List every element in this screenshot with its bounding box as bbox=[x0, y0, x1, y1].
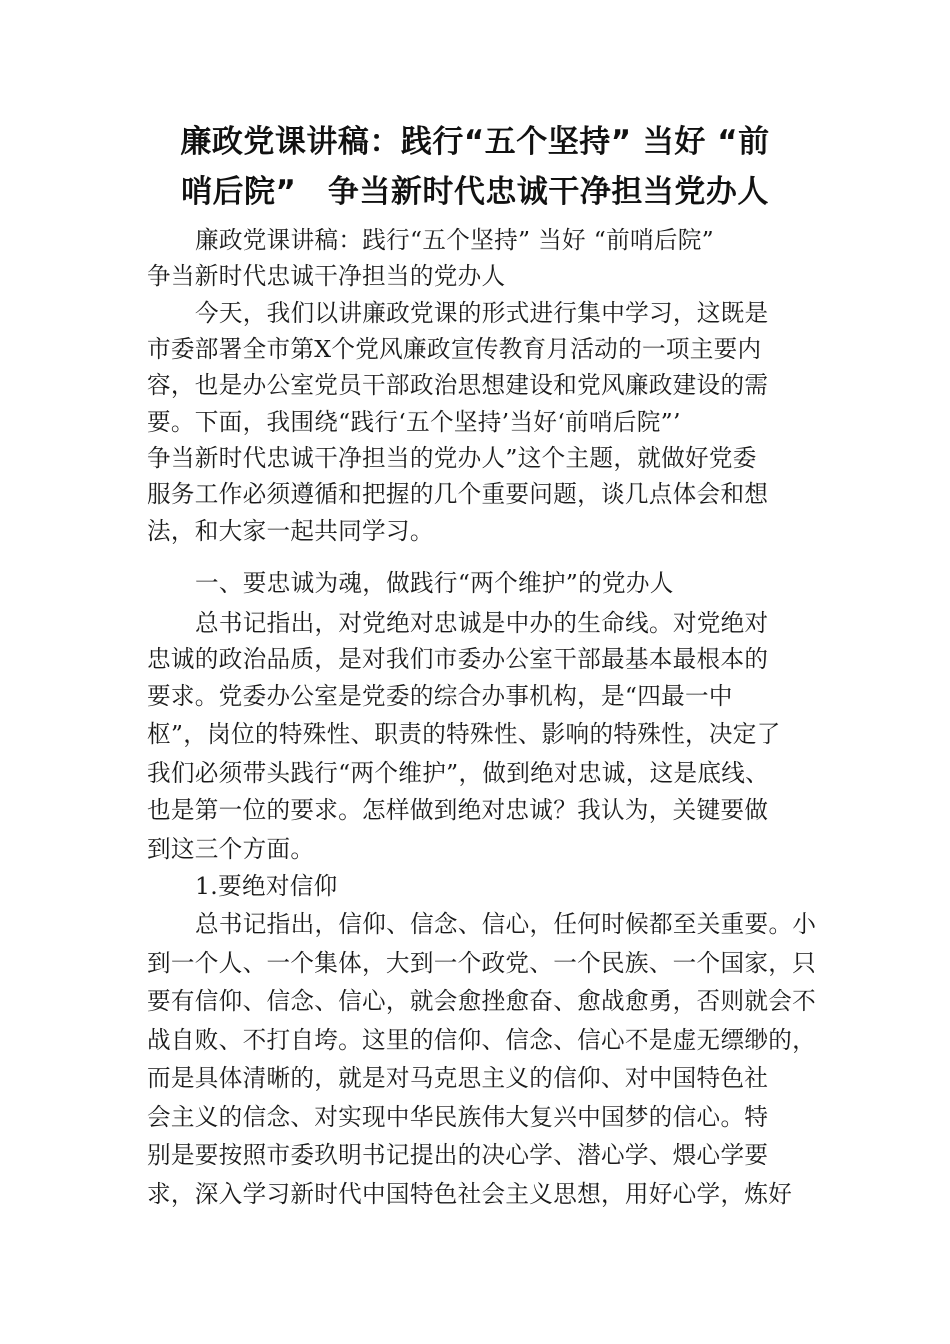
body-line: 总书记指出，对党绝对忠诚是中办的生命线。对党绝对 bbox=[195, 609, 769, 637]
body-line: 争当新时代忠诚干净担当的党办人”这个主题，就做好党委 bbox=[147, 444, 757, 472]
body-line: 廉政党课讲稿：践行“五个坚持” 当好 “前哨后院” bbox=[195, 226, 715, 254]
body-line: 枢”，岗位的特殊性、职责的特殊性、影响的特殊性，决定了 bbox=[147, 720, 781, 748]
body-line: 服务工作必须遵循和把握的几个重要问题，谈几点体会和想 bbox=[147, 480, 769, 508]
body-line: 容，也是办公室党员干部政治思想建设和党风廉政建设的需 bbox=[147, 371, 769, 399]
body-line: 别是要按照市委玖明书记提出的决心学、潜心学、煨心学要 bbox=[147, 1141, 769, 1169]
body-line: 今天，我们以讲廉政党课的形式进行集中学习，这既是 bbox=[195, 299, 769, 327]
subsection-heading: 1.要绝对信仰 bbox=[195, 872, 338, 900]
body-line: 市委部署全市第X个党风廉政宣传教育月活动的一项主要内 bbox=[147, 335, 762, 363]
body-line: 会主义的信念、对实现中华民族伟大复兴中国梦的信心。特 bbox=[147, 1103, 769, 1131]
body-line: 求，深入学习新时代中国特色社会主义思想，用好心学，炼好 bbox=[147, 1180, 793, 1208]
body-line: 争当新时代忠诚干净担当的党办人 bbox=[147, 262, 506, 290]
document-title-line-2: 哨后院” 争当新时代忠诚干净担当党办人 bbox=[181, 174, 769, 210]
body-line: 我们必须带头践行“两个维护”，做到绝对忠诚，这是底线、 bbox=[147, 759, 770, 787]
section-heading: 一、要忠诚为魂，做践行“两个维护”的党办人 bbox=[195, 569, 674, 597]
body-line: 而是具体清晰的，就是对马克思主义的信仰、对中国特色社 bbox=[147, 1064, 769, 1092]
body-line: 总书记指出，信仰、信念、信心，任何时候都至关重要。小 bbox=[195, 910, 817, 938]
body-line: 法，和大家一起共同学习。 bbox=[147, 517, 434, 545]
document-title-line-1: 廉政党课讲稿：践行“五个坚持” 当好 “前 bbox=[180, 124, 770, 160]
body-line: 到一个人、一个集体，大到一个政党、一个民族、一个国家，只 bbox=[147, 949, 817, 977]
body-line: 忠诚的政治品质，是对我们市委办公室干部最基本最根本的 bbox=[147, 645, 769, 673]
body-line: 也是第一位的要求。怎样做到绝对忠诚？我认为，关键要做 bbox=[147, 796, 769, 824]
body-line: 要求。党委办公室是党委的综合办事机构，是“四最一中 bbox=[147, 682, 733, 710]
body-line: 战自败、不打自垮。这里的信仰、信念、信心不是虚无缥缈的， bbox=[147, 1026, 817, 1054]
body-line: 要有信仰、信念、信心，就会愈挫愈奋、愈战愈勇，否则就会不 bbox=[147, 987, 817, 1015]
body-line: 到这三个方面。 bbox=[147, 835, 315, 863]
body-line: 要。下面，我围绕“践行‘五个坚持’当好‘前哨后院”’ bbox=[147, 408, 681, 436]
